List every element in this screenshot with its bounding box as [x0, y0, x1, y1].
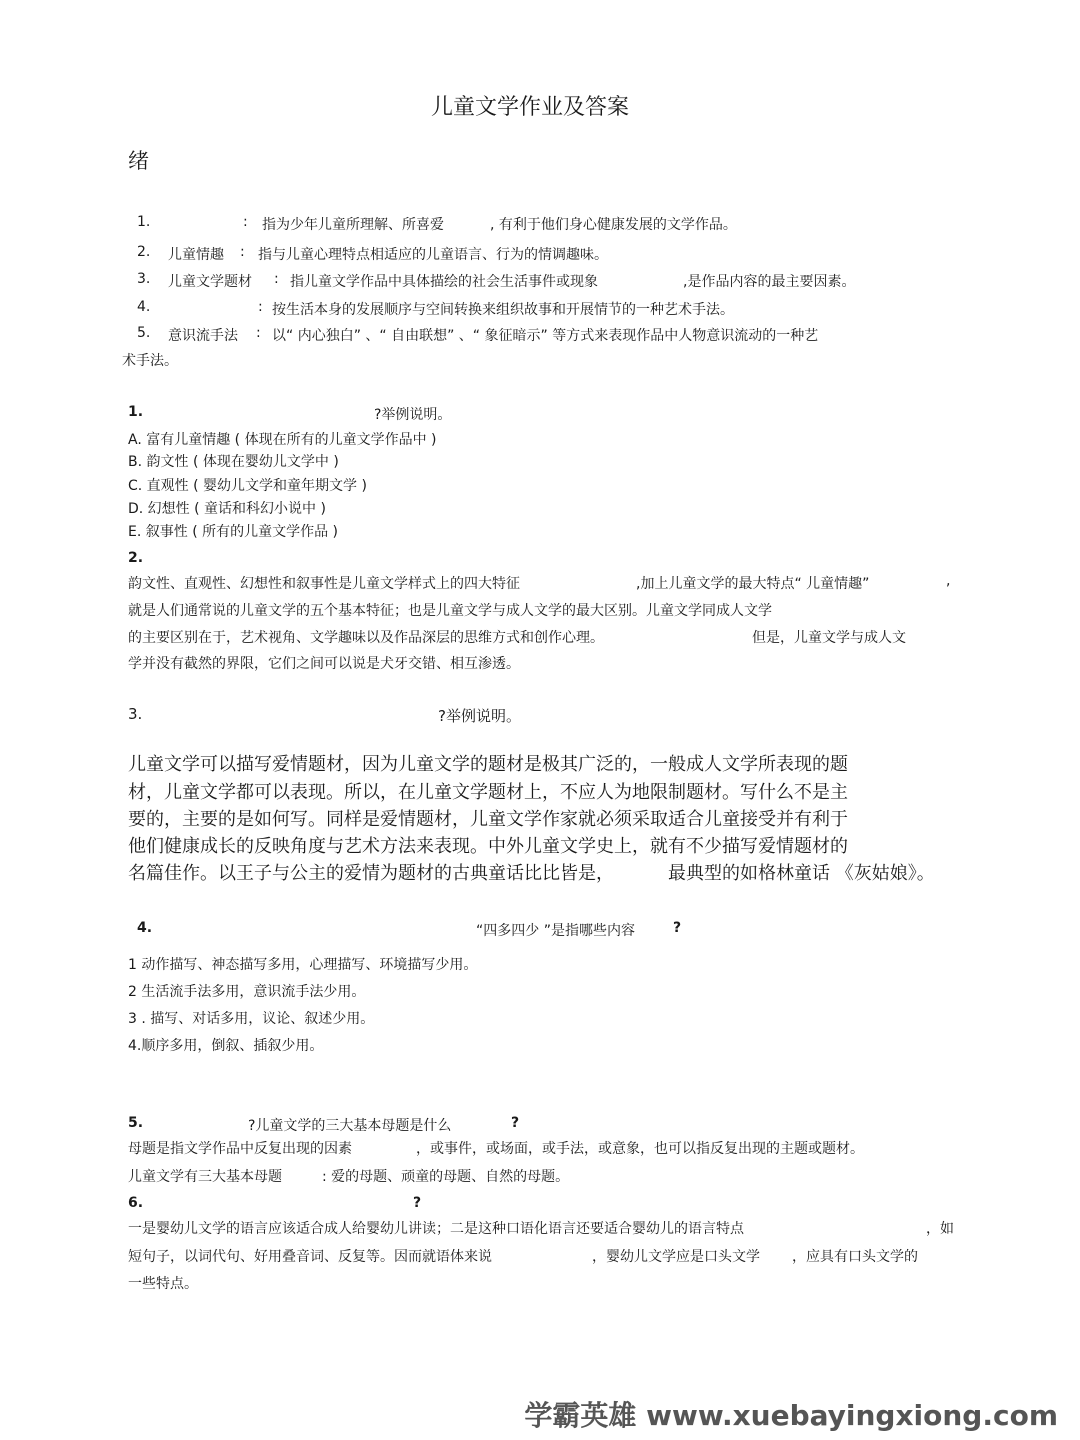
- q6-line-1-end: ，如: [926, 1221, 954, 1237]
- q3-line-2: 材，儿童文学都可以表现。所以，在儿童文学题材上，不应人为地限制题材。写什么不是主: [128, 782, 848, 803]
- q2-line-3-end: 但是，儿童文学与成人文: [752, 630, 906, 646]
- def-5-term: 意识流手法: [168, 328, 238, 344]
- def-1-number: 1.: [137, 214, 151, 230]
- q2-line-1: 韵文性、直观性、幻想性和叙事性是儿童文学样式上的四大特征: [128, 576, 520, 592]
- def-5-number: 5.: [137, 325, 151, 341]
- def-4-text: 按生活本身的发展顺序与空间转换来组织故事和开展情节的一种艺术手法。: [272, 302, 734, 318]
- def-5-continuation: 术手法。: [122, 353, 178, 369]
- q2-line-4: 学并没有截然的界限，它们之间可以说是犬牙交错、相互渗透。: [128, 656, 520, 672]
- q6-line-2-mid: ，婴幼儿文学应是口头文学: [592, 1249, 760, 1265]
- def-3-text: 指儿童文学作品中具体描绘的社会生活事件或现象: [290, 274, 598, 290]
- q3-line-3: 要的，主要的是如何写。同样是爱情题材，儿童文学作家就必须采取适合儿童接受并有利于: [128, 809, 848, 830]
- q5-question: ?儿童文学的三大基本母题是什么: [248, 1118, 452, 1134]
- q1-question: ?举例说明。: [374, 407, 452, 423]
- q4-item-4: 4.顺序多用，倒叙、插叙少用。: [128, 1038, 324, 1054]
- q2-line-1-mid: ,加上儿童文学的最大特点“ 儿童情趣”: [636, 576, 870, 592]
- q6-line-2: 短句子，以词代句、好用叠音词、反复等。因而就语体来说: [128, 1249, 492, 1265]
- q2-number: 2.: [128, 550, 144, 566]
- q4-item-1: 1 动作描写、神态描写多用，心理描写、环境描写少用。: [128, 957, 478, 973]
- q6-line-1: 一是婴幼儿文学的语言应该适合成人给婴幼儿讲读；二是这种口语化语言还要适合婴幼儿的语言特点: [128, 1221, 744, 1237]
- q1-item-c: C. 直观性 ( 婴幼儿文学和童年期文学 ): [128, 478, 367, 494]
- def-1-text-end: , 有利于他们身心健康发展的文学作品。: [490, 217, 737, 233]
- q3-line-4: 他们健康成长的反映角度与艺术方法来表现。中外儿童文学史上，就有不少描写爱情题材的: [128, 836, 848, 857]
- section-heading: 绪: [128, 149, 149, 173]
- site-watermark: 学霸英雄 www.xuebayingxiong.com: [524, 1399, 1058, 1432]
- q4-number: 4.: [137, 920, 153, 936]
- def-2-colon: :: [240, 244, 245, 260]
- q5-line-2-end: : 爱的母题、顽童的母题、自然的母题。: [322, 1169, 570, 1185]
- def-2-number: 2.: [137, 244, 151, 260]
- q6-number: 6.: [128, 1195, 144, 1211]
- q6-question-mark: ?: [413, 1195, 422, 1211]
- q2-line-3: 的主要区别在于，艺术视角、文学趣味以及作品深层的思维方式和创作心理。: [128, 630, 604, 646]
- document-title: 儿童文学作业及答案: [430, 95, 629, 120]
- q3-question: ?举例说明。: [438, 707, 521, 725]
- q5-line-1-end: ，或事件，或场面，或手法，或意象，也可以指反复出现的主题或题材。: [416, 1141, 864, 1157]
- def-3-text-end: ,是作品内容的最主要因素。: [683, 274, 856, 290]
- q1-item-d: D. 幻想性 ( 童话和科幻小说中 ): [128, 501, 326, 517]
- def-4-colon: :: [258, 299, 263, 315]
- def-2-text: 指与儿童心理特点相适应的儿童语言、行为的情调趣味。: [258, 247, 608, 263]
- q1-item-b: B. 韵文性 ( 体现在婴幼儿文学中 ): [128, 454, 339, 470]
- q6-line-3: 一些特点。: [128, 1276, 198, 1292]
- q1-item-a: A. 富有儿童情趣 ( 体现在所有的儿童文学作品中 ): [128, 432, 437, 448]
- def-3-number: 3.: [137, 271, 151, 287]
- q6-line-2-end: ，应具有口头文学的: [792, 1249, 918, 1265]
- q5-line-1: 母题是指文学作品中反复出现的因素: [128, 1141, 352, 1157]
- q3-number: 3.: [128, 705, 143, 723]
- def-3-term: 儿童文学题材: [168, 274, 252, 290]
- def-4-number: 4.: [137, 299, 151, 315]
- q5-line-2: 儿童文学有三大基本母题: [128, 1169, 282, 1185]
- q4-question-mark: ?: [673, 920, 682, 936]
- def-3-colon: :: [274, 271, 279, 287]
- q5-question-mark: ?: [511, 1115, 520, 1131]
- q4-question: “四多四少 ”是指哪些内容: [476, 923, 635, 939]
- def-1-text: 指为少年儿童所理解、所喜爱: [262, 217, 444, 233]
- q3-line-1: 儿童文学可以描写爱情题材，因为儿童文学的题材是极其广泛的，一般成人文学所表现的题: [128, 754, 848, 775]
- q2-line-2: 就是人们通常说的儿童文学的五个基本特征；也是儿童文学与成人文学的最大区别。儿童文学同成人文学: [128, 603, 772, 619]
- def-5-colon: :: [256, 325, 261, 341]
- q5-number: 5.: [128, 1115, 144, 1131]
- q4-item-3: 3 . 描写、对话多用，议论、叙述少用。: [128, 1011, 375, 1027]
- q2-line-1-end: ,: [946, 573, 951, 589]
- q4-item-2: 2 生活流手法多用，意识流手法少用。: [128, 984, 366, 1000]
- q3-line-5-end: 最典型的如格林童话 《灰姑娘》。: [668, 863, 935, 884]
- q1-number: 1.: [128, 404, 144, 420]
- def-2-term: 儿童情趣: [168, 247, 224, 263]
- def-1-colon: :: [243, 214, 248, 230]
- q1-item-e: E. 叙事性 ( 所有的儿童文学作品 ): [128, 524, 339, 540]
- def-5-text: 以“ 内心独白” 、“ 自由联想” 、“ 象征暗示” 等方式来表现作品中人物意识流动的一种艺: [272, 328, 819, 344]
- q3-line-5: 名篇佳作。以王子与公主的爱情为题材的古典童话比比皆是，: [128, 863, 614, 884]
